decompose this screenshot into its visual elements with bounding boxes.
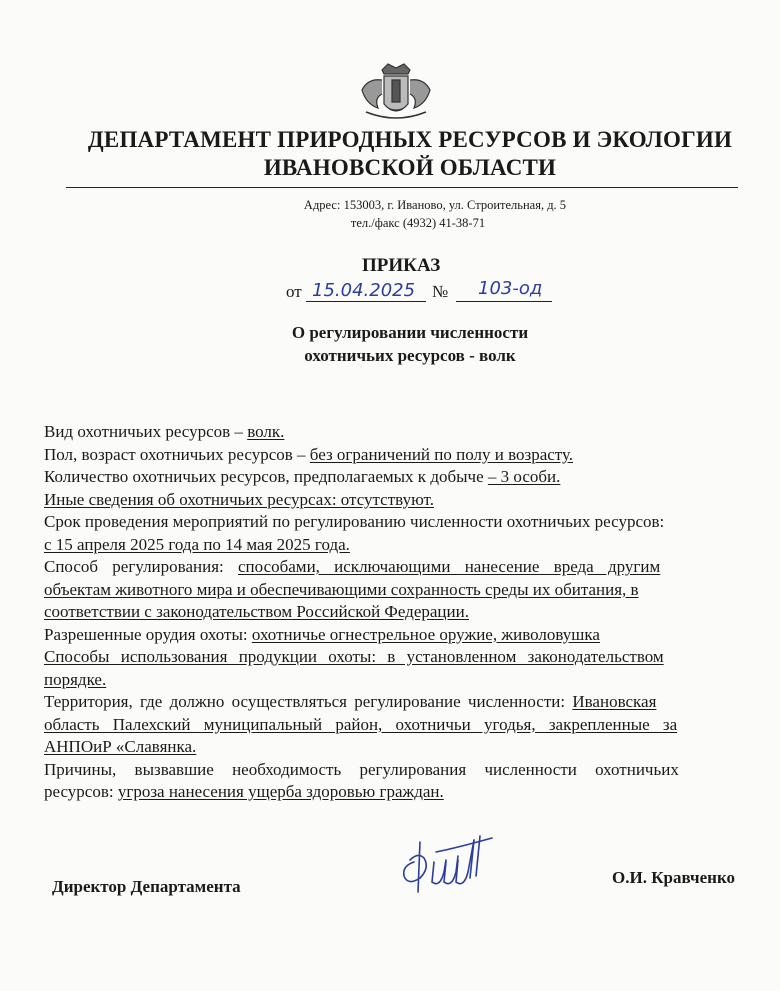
date-underline bbox=[306, 301, 426, 302]
period-value: с 15 апреля 2025 года по 14 мая 2025 года. bbox=[44, 534, 350, 554]
usage-line2: порядке. bbox=[44, 669, 107, 689]
period-label: Срок проведения мероприятий по регулированию численности охотничьих ресурсов: bbox=[44, 512, 665, 531]
handwritten-signature bbox=[396, 832, 506, 896]
quantity-value: – 3 особи. bbox=[487, 467, 561, 486]
director-title: Директор Департамента bbox=[52, 877, 241, 896]
territory-line3: АНПОиР «Славянка. bbox=[44, 737, 197, 756]
quantity-paragraph: Количество охотничьих ресурсов, предполагаемых к добыче – 3 особи. bbox=[44, 467, 561, 486]
territory-line2: область Палехский муниципальный район, охотничьи угодья, закрепленные за bbox=[44, 714, 678, 734]
reasons-line1: Причины, вызвавшие необходимость регулирования численности охотничьих bbox=[44, 759, 679, 779]
sex-paragraph: Пол, возраст охотничьих ресурсов – без ограничений по полу и возрасту. bbox=[44, 444, 574, 464]
number-prefix: № bbox=[432, 282, 449, 301]
date-prefix: от bbox=[286, 282, 302, 301]
order-title: ПРИКАЗ bbox=[362, 255, 441, 276]
territory-line1: Территория, где должно осуществляться регулирование численности: Ивановская bbox=[44, 692, 657, 711]
reasons-value: угроза нанесения ущерба здоровью граждан. bbox=[117, 782, 444, 801]
order-number-handwritten: 103-од bbox=[478, 278, 543, 299]
phone-line: тел./факс (4932) 41-38-71 bbox=[350, 216, 486, 230]
address-line: Адрес: 153003, г. Иваново, ул. Строительная, д. 5 bbox=[303, 198, 567, 212]
usage-line1: Способы использования продукции охоты: в установленном законодательством bbox=[44, 647, 664, 666]
department-title-line2: ИВАНОВСКОЙ ОБЛАСТИ bbox=[263, 155, 557, 180]
species-value: волк. bbox=[247, 422, 285, 441]
order-body bbox=[44, 421, 780, 804]
tools-paragraph: Разрешенные орудия охоты: охотничье огнестрельное оружие, живоловушка bbox=[44, 624, 600, 644]
method-line2: объектам животного мира и обеспечивающими сохранность среды их обитания, в bbox=[44, 579, 639, 599]
method-line1: Способ регулирования: способами, исключающими нанесение вреда другим bbox=[44, 557, 661, 576]
method-line3: соответствии с законодательством Российской Федерации. bbox=[44, 602, 469, 621]
coat-of-arms-emblem bbox=[352, 60, 440, 126]
order-date-handwritten: 15.04.2025 bbox=[312, 280, 416, 301]
subject-line1: О регулировании численности bbox=[291, 323, 529, 342]
tools-value: охотничье огнестрельное оружие, живоловушка bbox=[251, 624, 600, 644]
species-paragraph: Вид охотничьих ресурсов – волк. bbox=[44, 422, 285, 441]
signer-name: О.И. Кравченко bbox=[612, 868, 736, 887]
subject-line2: охотничьих ресурсов - волк bbox=[304, 346, 516, 365]
number-underline bbox=[456, 301, 552, 302]
other-info-paragraph: Иные сведения об охотничьих ресурсах: отсутствуют. bbox=[44, 489, 434, 509]
sex-value: без ограничений по полу и возрасту. bbox=[309, 444, 574, 464]
reasons-line2: ресурсов: угроза нанесения ущерба здоровью граждан. bbox=[44, 782, 444, 801]
header-divider bbox=[66, 187, 738, 188]
department-title-line1: ДЕПАРТАМЕНТ ПРИРОДНЫХ РЕСУРСОВ И ЭКОЛОГИИ bbox=[87, 127, 733, 152]
